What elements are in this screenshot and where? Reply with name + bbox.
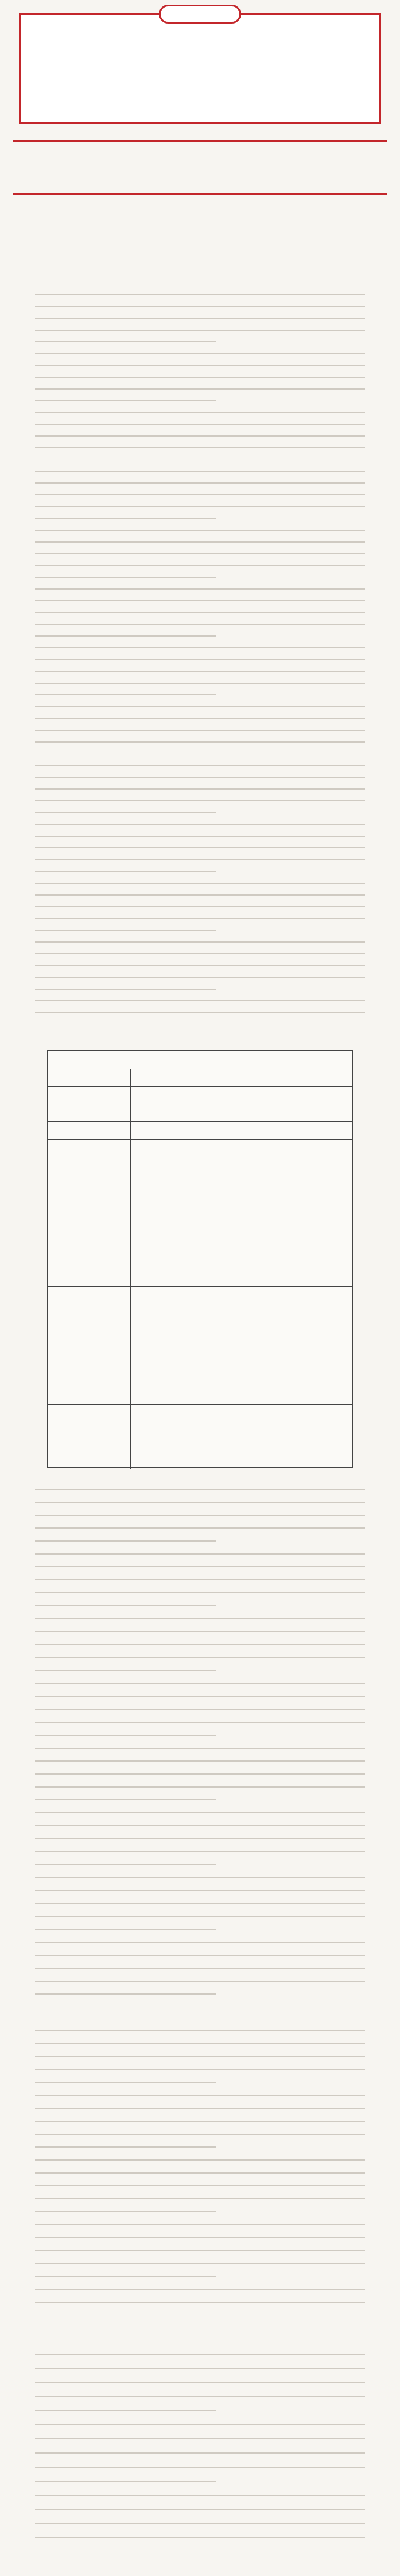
text-line-placeholder: [35, 1929, 216, 1930]
text-line-placeholder: [35, 294, 365, 295]
text-line-placeholder: [35, 871, 216, 872]
text-line-placeholder: [35, 1605, 216, 1606]
text-line-placeholder: [35, 824, 365, 825]
text-line-placeholder: [35, 1825, 365, 1826]
text-line-placeholder: [35, 812, 216, 813]
text-line-placeholder: [35, 788, 365, 790]
text-line-placeholder: [35, 2302, 365, 2303]
text-line-placeholder: [35, 2043, 365, 2044]
text-line-placeholder: [35, 482, 365, 484]
text-line-placeholder: [35, 2211, 216, 2212]
text-line-placeholder: [35, 1786, 365, 1788]
text-line-placeholder: [35, 577, 216, 578]
text-line-placeholder: [35, 2396, 365, 2397]
text-line-placeholder: [35, 741, 365, 743]
text-line-placeholder: [35, 565, 365, 566]
text-line-placeholder: [35, 541, 365, 543]
text-line-placeholder: [35, 2495, 365, 2496]
text-line-placeholder: [35, 1553, 365, 1555]
text-line-placeholder: [35, 1799, 216, 1800]
text-line-placeholder: [35, 1722, 365, 1723]
text-line-placeholder: [35, 412, 365, 413]
text-line-placeholder: [35, 1618, 365, 1619]
text-line-placeholder: [35, 506, 365, 507]
text-line-placeholder: [35, 318, 365, 319]
text-line-placeholder: [35, 1773, 365, 1775]
conference-schedule-table: [47, 1050, 353, 1468]
text-line-placeholder: [35, 2438, 365, 2439]
text-line-placeholder: [35, 1709, 365, 1710]
text-line-placeholder: [35, 859, 365, 860]
document-subtitle: [13, 229, 387, 255]
text-line-placeholder: [35, 2146, 216, 2148]
text-line-placeholder: [35, 1993, 216, 1995]
text-line-placeholder: [35, 1890, 365, 1891]
text-line-placeholder: [35, 2095, 365, 2096]
text-line-placeholder: [35, 977, 365, 978]
text-line-placeholder: [35, 2276, 216, 2277]
text-line-placeholder: [35, 2121, 365, 2122]
text-line-placeholder: [35, 1812, 365, 1813]
text-line-placeholder: [35, 953, 365, 954]
text-line-placeholder: [35, 930, 216, 931]
text-line-placeholder: [35, 2159, 365, 2161]
text-line-placeholder: [35, 2410, 216, 2411]
text-line-placeholder: [35, 1566, 365, 1567]
text-line-placeholder: [35, 1838, 365, 1839]
text-line-placeholder: [35, 1012, 365, 1013]
text-line-placeholder: [35, 765, 365, 766]
text-line-placeholder: [35, 918, 365, 919]
text-line-placeholder: [35, 2185, 365, 2186]
text-line-placeholder: [35, 2237, 365, 2238]
text-line-placeholder: [35, 659, 365, 660]
text-line-placeholder: [35, 718, 365, 719]
text-line-placeholder: [35, 1735, 216, 1736]
text-line-placeholder: [35, 2509, 365, 2510]
text-line-placeholder: [35, 2382, 365, 2383]
text-line-placeholder: [35, 989, 216, 990]
text-line-placeholder: [35, 2250, 365, 2251]
text-line-placeholder: [35, 683, 365, 684]
text-line-placeholder: [35, 847, 365, 848]
text-line-placeholder: [35, 2481, 216, 2482]
header-rule-bottom: [13, 193, 387, 195]
text-line-placeholder: [35, 377, 365, 378]
text-line-placeholder: [35, 518, 216, 519]
text-line-placeholder: [35, 588, 365, 590]
important-notice-box: [19, 13, 381, 124]
text-line-placeholder: [35, 624, 365, 625]
text-line-placeholder: [35, 447, 365, 448]
text-line-placeholder: [35, 1683, 365, 1684]
table-row: [48, 1286, 352, 1287]
table-row: [48, 1139, 352, 1140]
text-line-placeholder: [35, 1916, 365, 1917]
text-line-placeholder: [35, 2030, 365, 2031]
text-line-placeholder: [35, 2134, 365, 2135]
text-line-placeholder: [35, 647, 365, 648]
text-line-placeholder: [35, 494, 365, 495]
text-line-placeholder: [35, 1592, 365, 1593]
text-line-placeholder: [35, 2224, 365, 2225]
text-line-placeholder: [35, 435, 365, 437]
text-line-placeholder: [35, 1903, 365, 1904]
text-line-placeholder: [35, 2069, 365, 2070]
text-line-placeholder: [35, 1851, 365, 1852]
text-line-placeholder: [35, 1515, 365, 1516]
text-line-placeholder: [35, 1748, 365, 1749]
text-line-placeholder: [35, 635, 216, 637]
text-line-placeholder: [35, 2523, 365, 2524]
text-line-placeholder: [35, 2467, 365, 2468]
text-line-placeholder: [35, 612, 365, 613]
text-line-placeholder: [35, 1502, 365, 1503]
text-line-placeholder: [35, 365, 365, 366]
text-line-placeholder: [35, 1657, 365, 1658]
text-line-placeholder: [35, 941, 365, 943]
text-line-placeholder: [35, 906, 365, 907]
text-line-placeholder: [35, 2354, 365, 2355]
text-line-placeholder: [35, 330, 365, 331]
text-line-placeholder: [35, 306, 365, 307]
text-line-placeholder: [35, 883, 365, 884]
text-line-placeholder: [35, 1955, 365, 1956]
text-line-placeholder: [35, 671, 365, 672]
text-line-placeholder: [35, 553, 365, 554]
text-line-placeholder: [35, 1644, 365, 1645]
org-name-heading: [13, 150, 387, 185]
text-line-placeholder: [35, 730, 365, 731]
text-line-placeholder: [35, 1968, 365, 1969]
text-line-placeholder: [35, 2537, 365, 2538]
text-line-placeholder: [35, 706, 365, 707]
text-line-placeholder: [35, 836, 365, 837]
table-row: [48, 1086, 352, 1087]
text-line-placeholder: [35, 2452, 365, 2454]
text-line-placeholder: [35, 894, 365, 896]
text-line-placeholder: [35, 2082, 216, 2083]
text-line-placeholder: [35, 1489, 365, 1490]
text-line-placeholder: [35, 388, 365, 390]
text-line-placeholder: [35, 2056, 365, 2057]
text-line-placeholder: [35, 1631, 365, 1632]
text-line-placeholder: [35, 2172, 365, 2174]
text-line-placeholder: [35, 800, 365, 801]
text-line-placeholder: [35, 2424, 365, 2425]
text-line-placeholder: [35, 353, 365, 354]
text-line-placeholder: [35, 530, 365, 531]
header-rule-top: [13, 140, 387, 142]
table-column-divider: [130, 1069, 131, 1469]
text-line-placeholder: [35, 400, 216, 401]
text-line-placeholder: [35, 2263, 365, 2264]
text-line-placeholder: [35, 965, 365, 966]
table-row: [48, 1121, 352, 1122]
text-line-placeholder: [35, 1000, 365, 1001]
text-line-placeholder: [35, 2108, 365, 2109]
notice-body: [31, 32, 372, 121]
text-line-placeholder: [35, 2289, 365, 2290]
text-line-placeholder: [35, 1696, 365, 1697]
salutation: [35, 274, 365, 288]
text-line-placeholder: [35, 1864, 216, 1865]
text-line-placeholder: [35, 694, 216, 695]
notice-badge: [159, 5, 241, 24]
text-line-placeholder: [35, 1942, 365, 1943]
text-line-placeholder: [35, 2368, 365, 2369]
text-line-placeholder: [35, 1540, 216, 1542]
text-line-placeholder: [35, 1670, 216, 1671]
table-row: [48, 1404, 352, 1405]
text-line-placeholder: [35, 471, 365, 472]
text-line-placeholder: [35, 2198, 365, 2199]
text-line-placeholder: [35, 1981, 365, 1982]
text-line-placeholder: [35, 424, 365, 425]
text-line-placeholder: [35, 1877, 365, 1878]
text-line-placeholder: [35, 777, 365, 778]
text-line-placeholder: [35, 1579, 365, 1580]
text-line-placeholder: [35, 1527, 365, 1529]
text-line-placeholder: [35, 1760, 365, 1762]
text-line-placeholder: [35, 600, 365, 601]
text-line-placeholder: [35, 341, 216, 342]
